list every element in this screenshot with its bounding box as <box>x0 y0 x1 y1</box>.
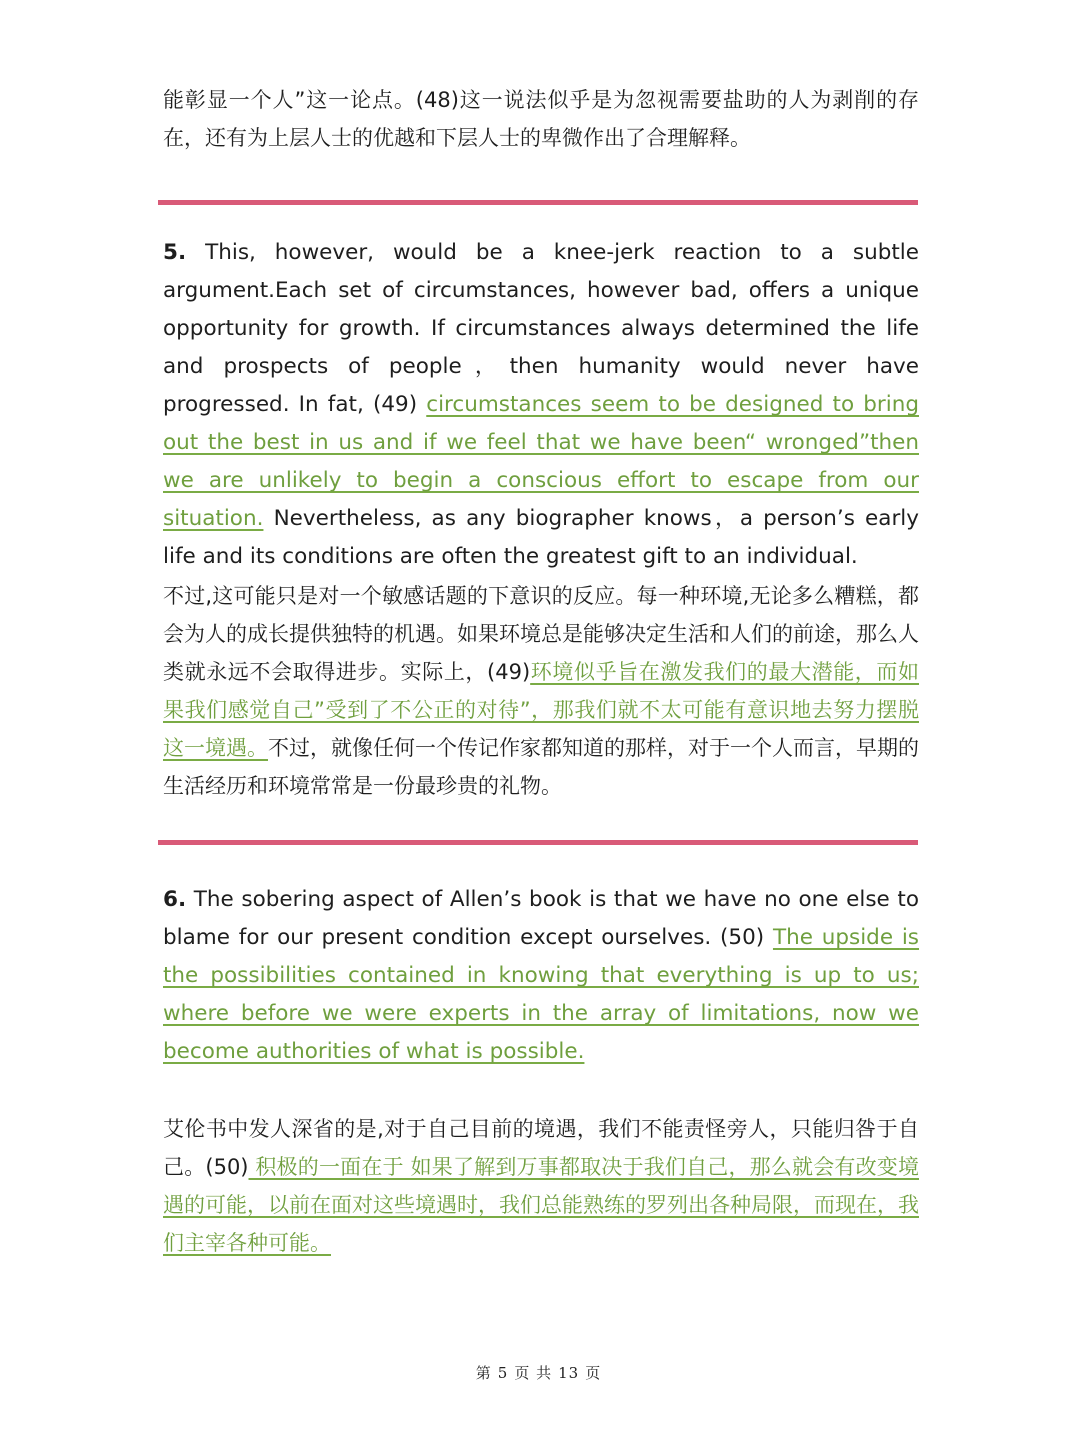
section-5-chinese-text-2: 不过，就像任何一个传记作家都知道的那样，对于一个人而言，早期的生活经历和环境常常是一份最珍贵的礼物。 <box>163 736 919 798</box>
section-6-chinese-highlight: 积极的一面在于 如果了解到万事都取决于我们自己，那么就会有改变境遇的可能，以前在面对这些境遇时，我们总能熟练的罗列出各种局限，而现在，我们主宰各种可能。 <box>163 1155 919 1255</box>
section-5-chinese-text-1: 不过,这可能只是对一个敏感话题的下意识的反应。每一种环境,无论多么糟糕，都会为人的成长提供独特的机遇。如果环境总是能够决定生活和人们的前途，那么人类就永远不会取得进步。实际上，(49) <box>163 584 919 684</box>
page-footer <box>0 1362 1077 1383</box>
section-5-english-text-2: Nevertheless, as any biographer knows，a person’s early life and its conditions are often the greatest gift to an individual. <box>163 506 919 569</box>
section-5-english-highlight: circumstances seem to be designed to bring out the best in us and if we feel that we have been“ wronged”then we are unlikely to begin a conscious effort to escape from our situation. <box>163 392 919 531</box>
section-6-chinese-text-1: 艾伦书中发人深省的是,对于自己目前的境遇，我们不能责怪旁人，只能归咎于自己。(50) <box>163 1117 919 1179</box>
top-chinese-paragraph <box>163 81 919 157</box>
section-divider-2 <box>158 840 918 845</box>
section-6-number: 6. <box>163 887 187 912</box>
section-6-english-highlight: The upside is the possibilities contained in knowing that everything is up to us; where before we were experts in the array of limitations, now we become authorities of what is possible. <box>163 925 920 1064</box>
footer-middle: 页 共 <box>514 1364 553 1382</box>
footer-prefix: 第 <box>475 1364 492 1382</box>
footer-total-pages: 13 <box>558 1364 580 1382</box>
section-5-number: 5. <box>163 240 187 265</box>
section-5-chinese-highlight: 环境似乎旨在激发我们的最大潜能，而如果我们感觉自己”受到了不公正的对待”，那我们就不太可能有意识地去努力摆脱这一境遇。 <box>163 660 920 760</box>
section-divider-1 <box>158 200 918 205</box>
top-chinese-text: 能彰显一个人”这一论点。(48)这一说法似乎是为忽视需要盐助的人为剥削的存在，还有为上层人士的优越和下层人士的卑微作出了合理解释。 <box>163 88 919 150</box>
section-5-english-paragraph <box>163 234 919 576</box>
footer-suffix: 页 <box>585 1364 602 1382</box>
section-5-english-text-1: This, however, would be a knee-jerk reaction to a subtle argument.Each set of circumstances, however bad, offers a unique opportunity for growth. If circumstances always determined the life and prospects of people，then humanity would never have progressed. In fat, (49) <box>163 240 919 417</box>
footer-page-number: 5 <box>497 1364 509 1382</box>
section-6-english-text-1: The sobering aspect of Allen’s book is that we have no one else to blame for our present condition except ourselves. (50) <box>163 887 919 950</box>
section-6-chinese-paragraph <box>163 1110 919 1262</box>
section-6-english-paragraph <box>163 881 919 1071</box>
section-5-chinese-paragraph <box>163 577 919 805</box>
